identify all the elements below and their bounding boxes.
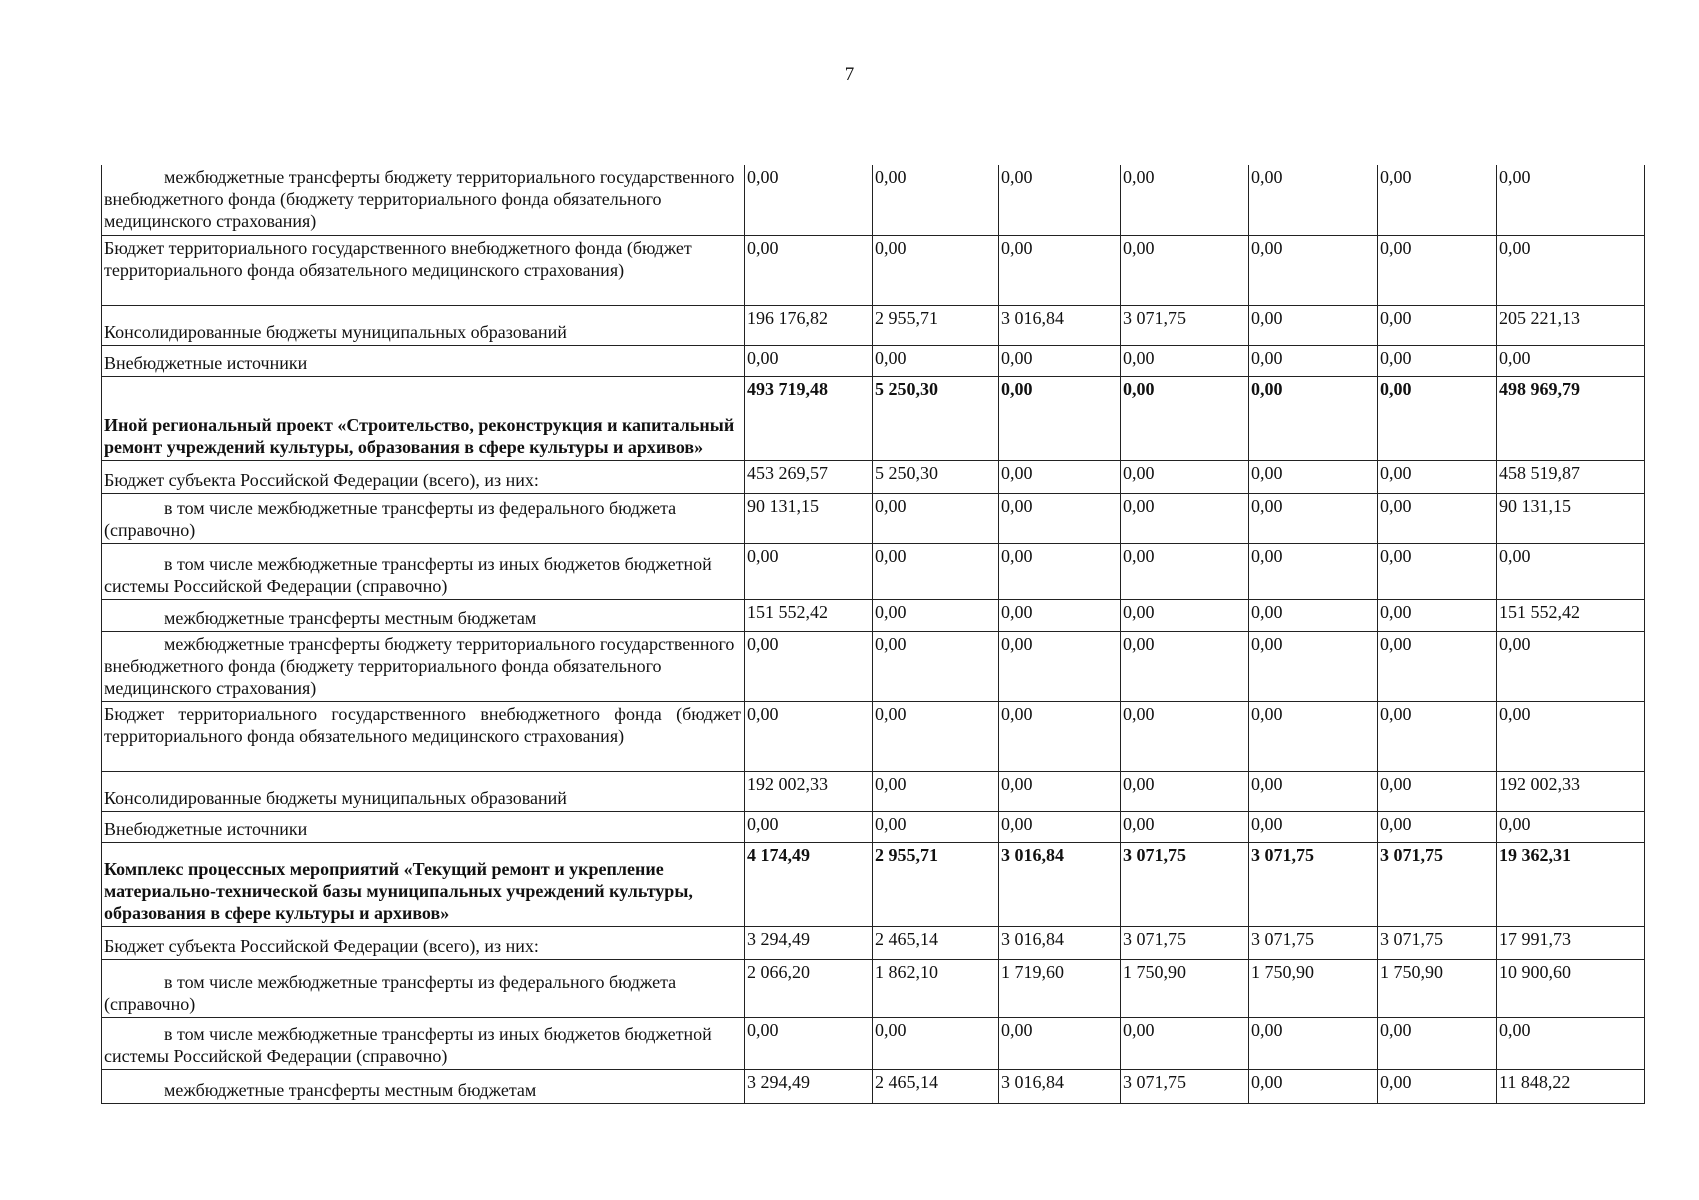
table-row <box>102 543 1645 599</box>
value-cell: 1 750,90 <box>1121 959 1249 1017</box>
row-label-cell <box>102 543 745 599</box>
value-cell: 0,00 <box>1121 165 1249 235</box>
value-cell: 0,00 <box>1249 376 1378 460</box>
row-label-cell <box>102 771 745 811</box>
row-label-cell <box>102 165 745 235</box>
table-row <box>102 1069 1645 1103</box>
value-cell: 0,00 <box>1249 1017 1378 1069</box>
row-label-cell <box>102 345 745 376</box>
value-cell: 0,00 <box>873 811 999 842</box>
value-cell: 0,00 <box>1378 631 1497 701</box>
value-cell: 0,00 <box>873 543 999 599</box>
value-cell: 11 848,22 <box>1497 1069 1645 1103</box>
value-cell: 0,00 <box>1249 460 1378 493</box>
value-cell: 0,00 <box>1378 543 1497 599</box>
value-cell: 0,00 <box>873 771 999 811</box>
value-cell: 151 552,42 <box>745 599 873 631</box>
value-cell: 0,00 <box>873 493 999 543</box>
value-cell: 0,00 <box>1378 599 1497 631</box>
value-cell: 3 071,75 <box>1378 926 1497 959</box>
value-cell: 0,00 <box>1378 811 1497 842</box>
value-cell: 0,00 <box>745 543 873 599</box>
value-cell: 0,00 <box>999 599 1121 631</box>
value-cell: 3 016,84 <box>999 842 1121 926</box>
value-cell: 0,00 <box>1497 1017 1645 1069</box>
table-row <box>102 631 1645 701</box>
value-cell: 0,00 <box>1121 493 1249 543</box>
value-cell: 0,00 <box>1497 631 1645 701</box>
value-cell: 3 071,75 <box>1121 926 1249 959</box>
row-label: межбюджетные трансферты местным бюджетам <box>164 1079 537 1100</box>
value-cell: 0,00 <box>1378 701 1497 771</box>
table-row <box>102 460 1645 493</box>
row-label: в том числе межбюджетные трансферты из федерального бюджета (справочно) <box>104 497 677 540</box>
row-label: в том числе межбюджетные трансферты из федерального бюджета (справочно) <box>104 971 677 1014</box>
value-cell: 0,00 <box>1121 1017 1249 1069</box>
value-cell: 1 719,60 <box>999 959 1121 1017</box>
value-cell: 0,00 <box>873 599 999 631</box>
table-row <box>102 165 1645 235</box>
value-cell: 0,00 <box>1378 493 1497 543</box>
table-row <box>102 842 1645 926</box>
table-row <box>102 701 1645 771</box>
value-cell: 5 250,30 <box>873 460 999 493</box>
table-body <box>102 165 1645 1103</box>
row-label: межбюджетные трансферты бюджету территориального государственного внебюджетного фонда (бюджету территориального фонда обязательного медицинского страхования) <box>104 167 735 231</box>
value-cell: 0,00 <box>999 460 1121 493</box>
value-cell: 0,00 <box>1121 235 1249 305</box>
row-label-cell <box>102 811 745 842</box>
value-cell: 0,00 <box>1121 376 1249 460</box>
value-cell: 90 131,15 <box>1497 493 1645 543</box>
value-cell: 0,00 <box>873 631 999 701</box>
value-cell: 0,00 <box>1497 543 1645 599</box>
row-label: межбюджетные трансферты бюджету территориального государственного внебюджетного фонда (бюджету территориального фонда обязательного медицинского страхования) <box>104 633 735 698</box>
row-label-cell <box>102 493 745 543</box>
value-cell: 192 002,33 <box>1497 771 1645 811</box>
row-label: Иной региональный проект «Строительство, реконструкция и капитальный ремонт учреждений культуры, образования в сфере культуры и архивов» <box>104 414 735 457</box>
value-cell: 0,00 <box>1497 701 1645 771</box>
value-cell: 0,00 <box>745 631 873 701</box>
value-cell: 1 750,90 <box>1249 959 1378 1017</box>
value-cell: 0,00 <box>745 165 873 235</box>
row-label-cell <box>102 1017 745 1069</box>
value-cell: 10 900,60 <box>1497 959 1645 1017</box>
value-cell: 0,00 <box>1378 235 1497 305</box>
row-label: Консолидированные бюджеты муниципальных образований <box>104 787 567 808</box>
value-cell: 0,00 <box>745 345 873 376</box>
value-cell: 0,00 <box>1121 771 1249 811</box>
value-cell: 493 719,48 <box>745 376 873 460</box>
value-cell: 1 750,90 <box>1378 959 1497 1017</box>
value-cell: 0,00 <box>1121 631 1249 701</box>
table-row <box>102 811 1645 842</box>
page-number: 7 <box>844 64 855 85</box>
row-label-cell <box>102 460 745 493</box>
value-cell: 151 552,42 <box>1497 599 1645 631</box>
value-cell: 0,00 <box>1497 165 1645 235</box>
value-cell: 453 269,57 <box>745 460 873 493</box>
value-cell: 0,00 <box>1378 1017 1497 1069</box>
value-cell: 0,00 <box>1121 543 1249 599</box>
row-label: в том числе межбюджетные трансферты из иных бюджетов бюджетной системы Российской Федерации (справочно) <box>104 1023 712 1066</box>
value-cell: 3 071,75 <box>1249 842 1378 926</box>
table-row <box>102 345 1645 376</box>
value-cell: 0,00 <box>1249 493 1378 543</box>
value-cell: 0,00 <box>1378 1069 1497 1103</box>
table-row <box>102 771 1645 811</box>
table-row <box>102 599 1645 631</box>
value-cell: 90 131,15 <box>745 493 873 543</box>
row-label-cell <box>102 631 745 701</box>
row-label: Бюджет территориального государственного внебюджетного фонда (бюджет территориального фонда обязательного медицинского страхования) <box>104 703 741 746</box>
table-row <box>102 493 1645 543</box>
row-label: Бюджет территориального государственного внебюджетного фонда (бюджет территориального фонда обязательного медицинского страхования) <box>104 237 692 280</box>
value-cell: 0,00 <box>745 811 873 842</box>
value-cell: 0,00 <box>1497 811 1645 842</box>
row-label-cell <box>102 842 745 926</box>
value-cell: 0,00 <box>1497 235 1645 305</box>
value-cell: 2 465,14 <box>873 926 999 959</box>
row-label-cell <box>102 926 745 959</box>
row-label-cell <box>102 701 745 771</box>
value-cell: 0,00 <box>1378 305 1497 345</box>
row-label-cell <box>102 1069 745 1103</box>
value-cell: 0,00 <box>873 165 999 235</box>
value-cell: 0,00 <box>999 376 1121 460</box>
value-cell: 3 071,75 <box>1121 305 1249 345</box>
value-cell: 0,00 <box>873 1017 999 1069</box>
value-cell: 0,00 <box>1249 701 1378 771</box>
value-cell: 0,00 <box>999 235 1121 305</box>
value-cell: 0,00 <box>1249 305 1378 345</box>
row-label: Бюджет субъекта Российской Федерации (всего), из них: <box>104 935 539 956</box>
value-cell: 0,00 <box>1249 811 1378 842</box>
value-cell: 3 071,75 <box>1121 842 1249 926</box>
value-cell: 2 066,20 <box>745 959 873 1017</box>
value-cell: 19 362,31 <box>1497 842 1645 926</box>
value-cell: 0,00 <box>873 701 999 771</box>
value-cell: 192 002,33 <box>745 771 873 811</box>
row-label: Консолидированные бюджеты муниципальных образований <box>104 321 567 342</box>
value-cell: 0,00 <box>999 493 1121 543</box>
value-cell: 0,00 <box>999 345 1121 376</box>
value-cell: 3 016,84 <box>999 926 1121 959</box>
value-cell: 0,00 <box>873 345 999 376</box>
value-cell: 3 071,75 <box>1121 1069 1249 1103</box>
row-label-cell <box>102 959 745 1017</box>
value-cell: 0,00 <box>1497 345 1645 376</box>
value-cell: 0,00 <box>745 701 873 771</box>
value-cell: 0,00 <box>1378 345 1497 376</box>
value-cell: 0,00 <box>1249 631 1378 701</box>
value-cell: 498 969,79 <box>1497 376 1645 460</box>
row-label: Внебюджетные источники <box>104 818 308 839</box>
value-cell: 0,00 <box>1378 771 1497 811</box>
value-cell: 0,00 <box>1249 235 1378 305</box>
value-cell: 0,00 <box>873 235 999 305</box>
value-cell: 0,00 <box>1121 345 1249 376</box>
value-cell: 3 016,84 <box>999 305 1121 345</box>
value-cell: 0,00 <box>1249 771 1378 811</box>
row-label: межбюджетные трансферты местным бюджетам <box>164 607 537 628</box>
table-row <box>102 305 1645 345</box>
value-cell: 2 955,71 <box>873 305 999 345</box>
table-row <box>102 376 1645 460</box>
value-cell: 0,00 <box>1121 460 1249 493</box>
value-cell: 3 016,84 <box>999 1069 1121 1103</box>
value-cell: 0,00 <box>1121 599 1249 631</box>
value-cell: 5 250,30 <box>873 376 999 460</box>
row-label-cell <box>102 376 745 460</box>
value-cell: 2 955,71 <box>873 842 999 926</box>
table-row <box>102 235 1645 305</box>
row-label: Внебюджетные источники <box>104 352 308 373</box>
table-row <box>102 1017 1645 1069</box>
value-cell: 196 176,82 <box>745 305 873 345</box>
budget-table <box>101 165 1645 1104</box>
table-row <box>102 926 1645 959</box>
value-cell: 205 221,13 <box>1497 305 1645 345</box>
value-cell: 3 294,49 <box>745 1069 873 1103</box>
row-label-cell <box>102 599 745 631</box>
value-cell: 0,00 <box>1378 376 1497 460</box>
value-cell: 0,00 <box>745 1017 873 1069</box>
value-cell: 458 519,87 <box>1497 460 1645 493</box>
row-label-cell <box>102 305 745 345</box>
value-cell: 4 174,49 <box>745 842 873 926</box>
value-cell: 17 991,73 <box>1497 926 1645 959</box>
value-cell: 0,00 <box>1121 701 1249 771</box>
value-cell: 2 465,14 <box>873 1069 999 1103</box>
value-cell: 0,00 <box>1121 811 1249 842</box>
value-cell: 0,00 <box>1378 460 1497 493</box>
value-cell: 3 071,75 <box>1378 842 1497 926</box>
row-label: в том числе межбюджетные трансферты из иных бюджетов бюджетной системы Российской Федерации (справочно) <box>104 553 712 596</box>
value-cell: 0,00 <box>1378 165 1497 235</box>
value-cell: 0,00 <box>1249 165 1378 235</box>
value-cell: 3 294,49 <box>745 926 873 959</box>
value-cell: 0,00 <box>1249 599 1378 631</box>
row-label-cell <box>102 235 745 305</box>
value-cell: 0,00 <box>999 811 1121 842</box>
value-cell: 1 862,10 <box>873 959 999 1017</box>
value-cell: 0,00 <box>1249 345 1378 376</box>
value-cell: 0,00 <box>1249 543 1378 599</box>
value-cell: 0,00 <box>999 1017 1121 1069</box>
row-label: Бюджет субъекта Российской Федерации (всего), из них: <box>104 469 539 490</box>
value-cell: 0,00 <box>999 543 1121 599</box>
row-label: Комплекс процессных мероприятий «Текущий ремонт и укрепление материально-технической базы муниципальных учреждений культуры, образования в сфере культуры и архивов» <box>104 858 693 923</box>
value-cell: 3 071,75 <box>1249 926 1378 959</box>
value-cell: 0,00 <box>1249 1069 1378 1103</box>
value-cell: 0,00 <box>999 631 1121 701</box>
table-row <box>102 959 1645 1017</box>
value-cell: 0,00 <box>745 235 873 305</box>
value-cell: 0,00 <box>999 771 1121 811</box>
value-cell: 0,00 <box>999 165 1121 235</box>
value-cell: 0,00 <box>999 701 1121 771</box>
